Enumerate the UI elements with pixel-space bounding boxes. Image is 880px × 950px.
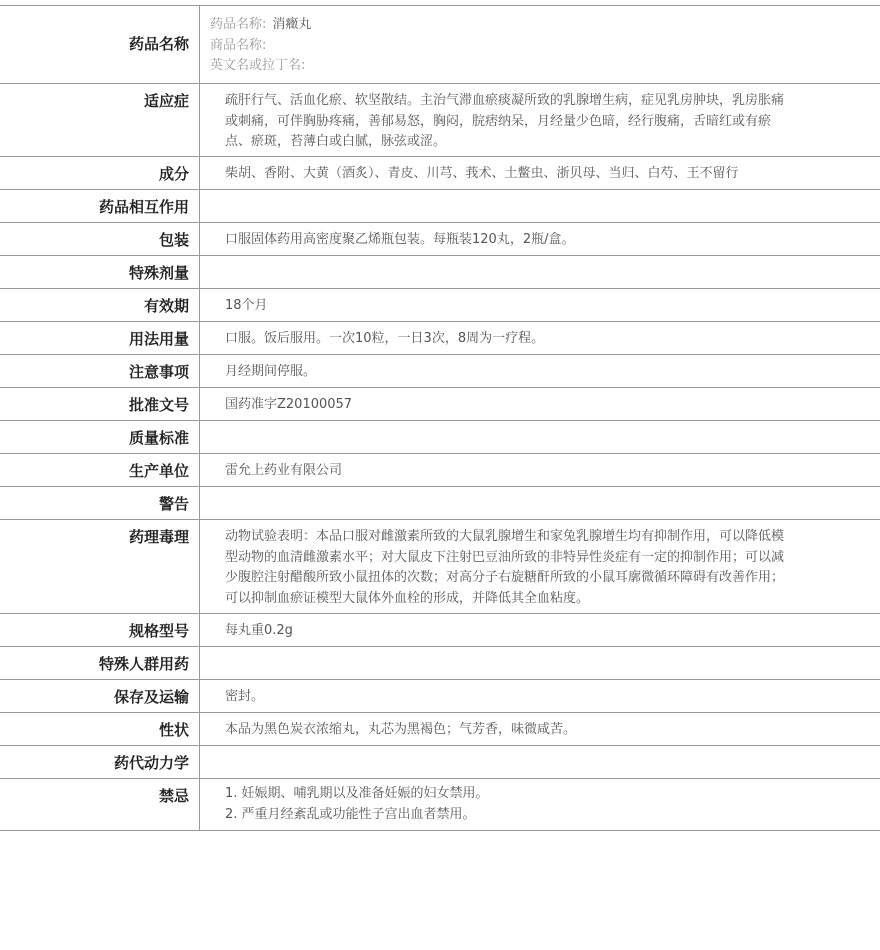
generic-name-line <box>210 15 786 36</box>
value-text <box>225 256 786 268</box>
label-text: 特殊人群用药 <box>98 655 189 673</box>
row-interactions <box>0 190 880 223</box>
value-text: 口服。饭后服用。一次10粒，一日3次，8周为一疗程。 <box>225 331 545 346</box>
value-text <box>225 421 786 433</box>
label-text: 质量标准 <box>128 429 189 447</box>
label-text: 特殊剂量 <box>128 264 189 282</box>
row-label <box>0 713 200 745</box>
row-label <box>0 421 200 453</box>
english-name-line <box>210 56 786 77</box>
row-special-populations <box>0 647 880 680</box>
label-text: 药理毒理 <box>128 528 189 546</box>
row-contraindications <box>0 779 880 831</box>
row-quality-standard <box>0 421 880 454</box>
value-text: 本品为黑色炭衣浓缩丸，丸芯为黑褐色；气芳香，味微咸苦。 <box>225 722 577 737</box>
value-text: 18个月 <box>225 298 268 313</box>
label-text: 包装 <box>158 231 189 249</box>
row-ingredients <box>0 157 880 190</box>
value-text: 每丸重0.2g <box>225 623 293 638</box>
value-text <box>225 647 786 659</box>
value-text <box>225 746 786 758</box>
drug-info-table <box>0 5 880 831</box>
label-text: 药品名称 <box>128 35 189 53</box>
row-label <box>0 779 200 830</box>
trade-name-label: 商品名称: <box>210 37 267 53</box>
label-text: 用法用量 <box>128 330 189 348</box>
row-indications <box>0 84 880 157</box>
row-label <box>0 157 200 189</box>
row-label <box>0 680 200 712</box>
row-description <box>0 713 880 746</box>
row-label <box>0 454 200 486</box>
row-specification <box>0 614 880 647</box>
row-value <box>200 421 880 453</box>
row-label <box>0 223 200 255</box>
row-label <box>0 746 200 778</box>
row-label <box>0 6 200 83</box>
value-text: 国药准字Z20100057 <box>225 397 353 412</box>
trade-name-line <box>210 36 786 57</box>
row-label <box>0 614 200 646</box>
row-value <box>200 647 880 679</box>
label-text: 成分 <box>158 165 189 183</box>
row-label <box>0 256 200 288</box>
label-text: 适应症 <box>143 92 189 110</box>
row-special-dosage <box>0 256 880 289</box>
generic-name-value: 消癥丸 <box>272 17 312 32</box>
label-text: 性状 <box>158 721 189 739</box>
row-value <box>200 487 880 519</box>
row-value <box>200 190 880 222</box>
row-approval-number <box>0 388 880 421</box>
value-text: 动物试验表明：本品口服对雌激素所致的大鼠乳腺增生和家兔乳腺增生均有抑制作用，可以降低模型动物的血清雌激素水平；对大鼠皮下注射巴豆油所致的非特异性炎症有一定的抑制作用；可以减少腹腔注射醋酸所致小鼠扭体的次数；对高分子右旋糖酐所致的小鼠耳廓微循环障碍有改善作用；可以抑制血瘀证模型大鼠体外血栓的形成，并降低其全血粘度。 <box>225 529 785 606</box>
row-storage-transport <box>0 680 880 713</box>
row-label <box>0 84 200 156</box>
row-package <box>0 223 880 256</box>
contraindication-item: 2. 严重月经紊乱或功能性子宫出血者禁用。 <box>225 806 476 822</box>
value-text: 柴胡、香附、大黄（酒炙）、青皮、川芎、莪术、土鳖虫、浙贝母、当归、白芍、王不留行 <box>225 166 739 181</box>
drug-name-block <box>200 6 786 82</box>
value-text: 疏肝行气、活血化瘀、软坚散结。主治气滞血瘀痰凝所致的乳腺增生病，症见乳房肿块，乳房胀痛或刺痛，可伴胸胁疼痛，善郁易怒，胸闷，脘痞纳呆，月经量少色暗，经行腹痛，舌暗红或有瘀点、瘀斑，苔薄白或白腻，脉弦或涩。 <box>225 93 785 149</box>
value-text <box>225 190 786 202</box>
value-text: 密封。 <box>225 689 265 704</box>
contraindication-list <box>225 779 786 830</box>
row-label <box>0 520 200 613</box>
row-value <box>200 223 880 255</box>
row-value <box>200 157 880 189</box>
row-value <box>200 614 880 646</box>
row-label <box>0 355 200 387</box>
label-text: 药代动力学 <box>113 754 189 772</box>
row-label <box>0 190 200 222</box>
row-pharmacology-toxicology <box>0 520 880 614</box>
row-precautions <box>0 355 880 388</box>
value-text: 月经期间停服。 <box>225 364 317 379</box>
row-value <box>200 84 880 156</box>
row-label <box>0 487 200 519</box>
row-value <box>200 746 880 778</box>
row-value <box>200 779 880 830</box>
contraindication-item: 1. 妊娠期、哺乳期以及准备妊娠的妇女禁用。 <box>225 786 489 801</box>
label-text: 警告 <box>158 495 189 513</box>
row-label <box>0 289 200 321</box>
row-value <box>200 713 880 745</box>
row-shelf-life <box>0 289 880 322</box>
label-text: 保存及运输 <box>113 688 189 706</box>
label-text: 有效期 <box>143 297 189 315</box>
row-value <box>200 322 880 354</box>
value-text: 口服固体药用高密度聚乙烯瓶包装。每瓶装120丸，2瓶/盒。 <box>225 232 575 247</box>
row-usage-dosage <box>0 322 880 355</box>
row-warning <box>0 487 880 520</box>
row-value <box>200 388 880 420</box>
row-value <box>200 520 880 613</box>
row-value <box>200 6 880 83</box>
row-manufacturer <box>0 454 880 487</box>
english-name-label: 英文名或拉丁名: <box>210 58 306 73</box>
row-drug-name <box>0 6 880 84</box>
row-value <box>200 680 880 712</box>
row-value <box>200 289 880 321</box>
value-text: 雷允上药业有限公司 <box>225 463 343 478</box>
label-text: 禁忌 <box>158 787 189 805</box>
row-value <box>200 355 880 387</box>
row-label <box>0 388 200 420</box>
label-text: 注意事项 <box>128 363 189 381</box>
label-text: 药品相互作用 <box>98 198 189 216</box>
row-value <box>200 256 880 288</box>
row-value <box>200 454 880 486</box>
row-label <box>0 647 200 679</box>
label-text: 批准文号 <box>128 396 189 414</box>
label-text: 规格型号 <box>128 622 189 640</box>
row-label <box>0 322 200 354</box>
generic-name-label: 药品名称: <box>210 17 267 32</box>
row-pharmacokinetics <box>0 746 880 779</box>
label-text: 生产单位 <box>128 462 189 480</box>
value-text <box>225 487 786 499</box>
